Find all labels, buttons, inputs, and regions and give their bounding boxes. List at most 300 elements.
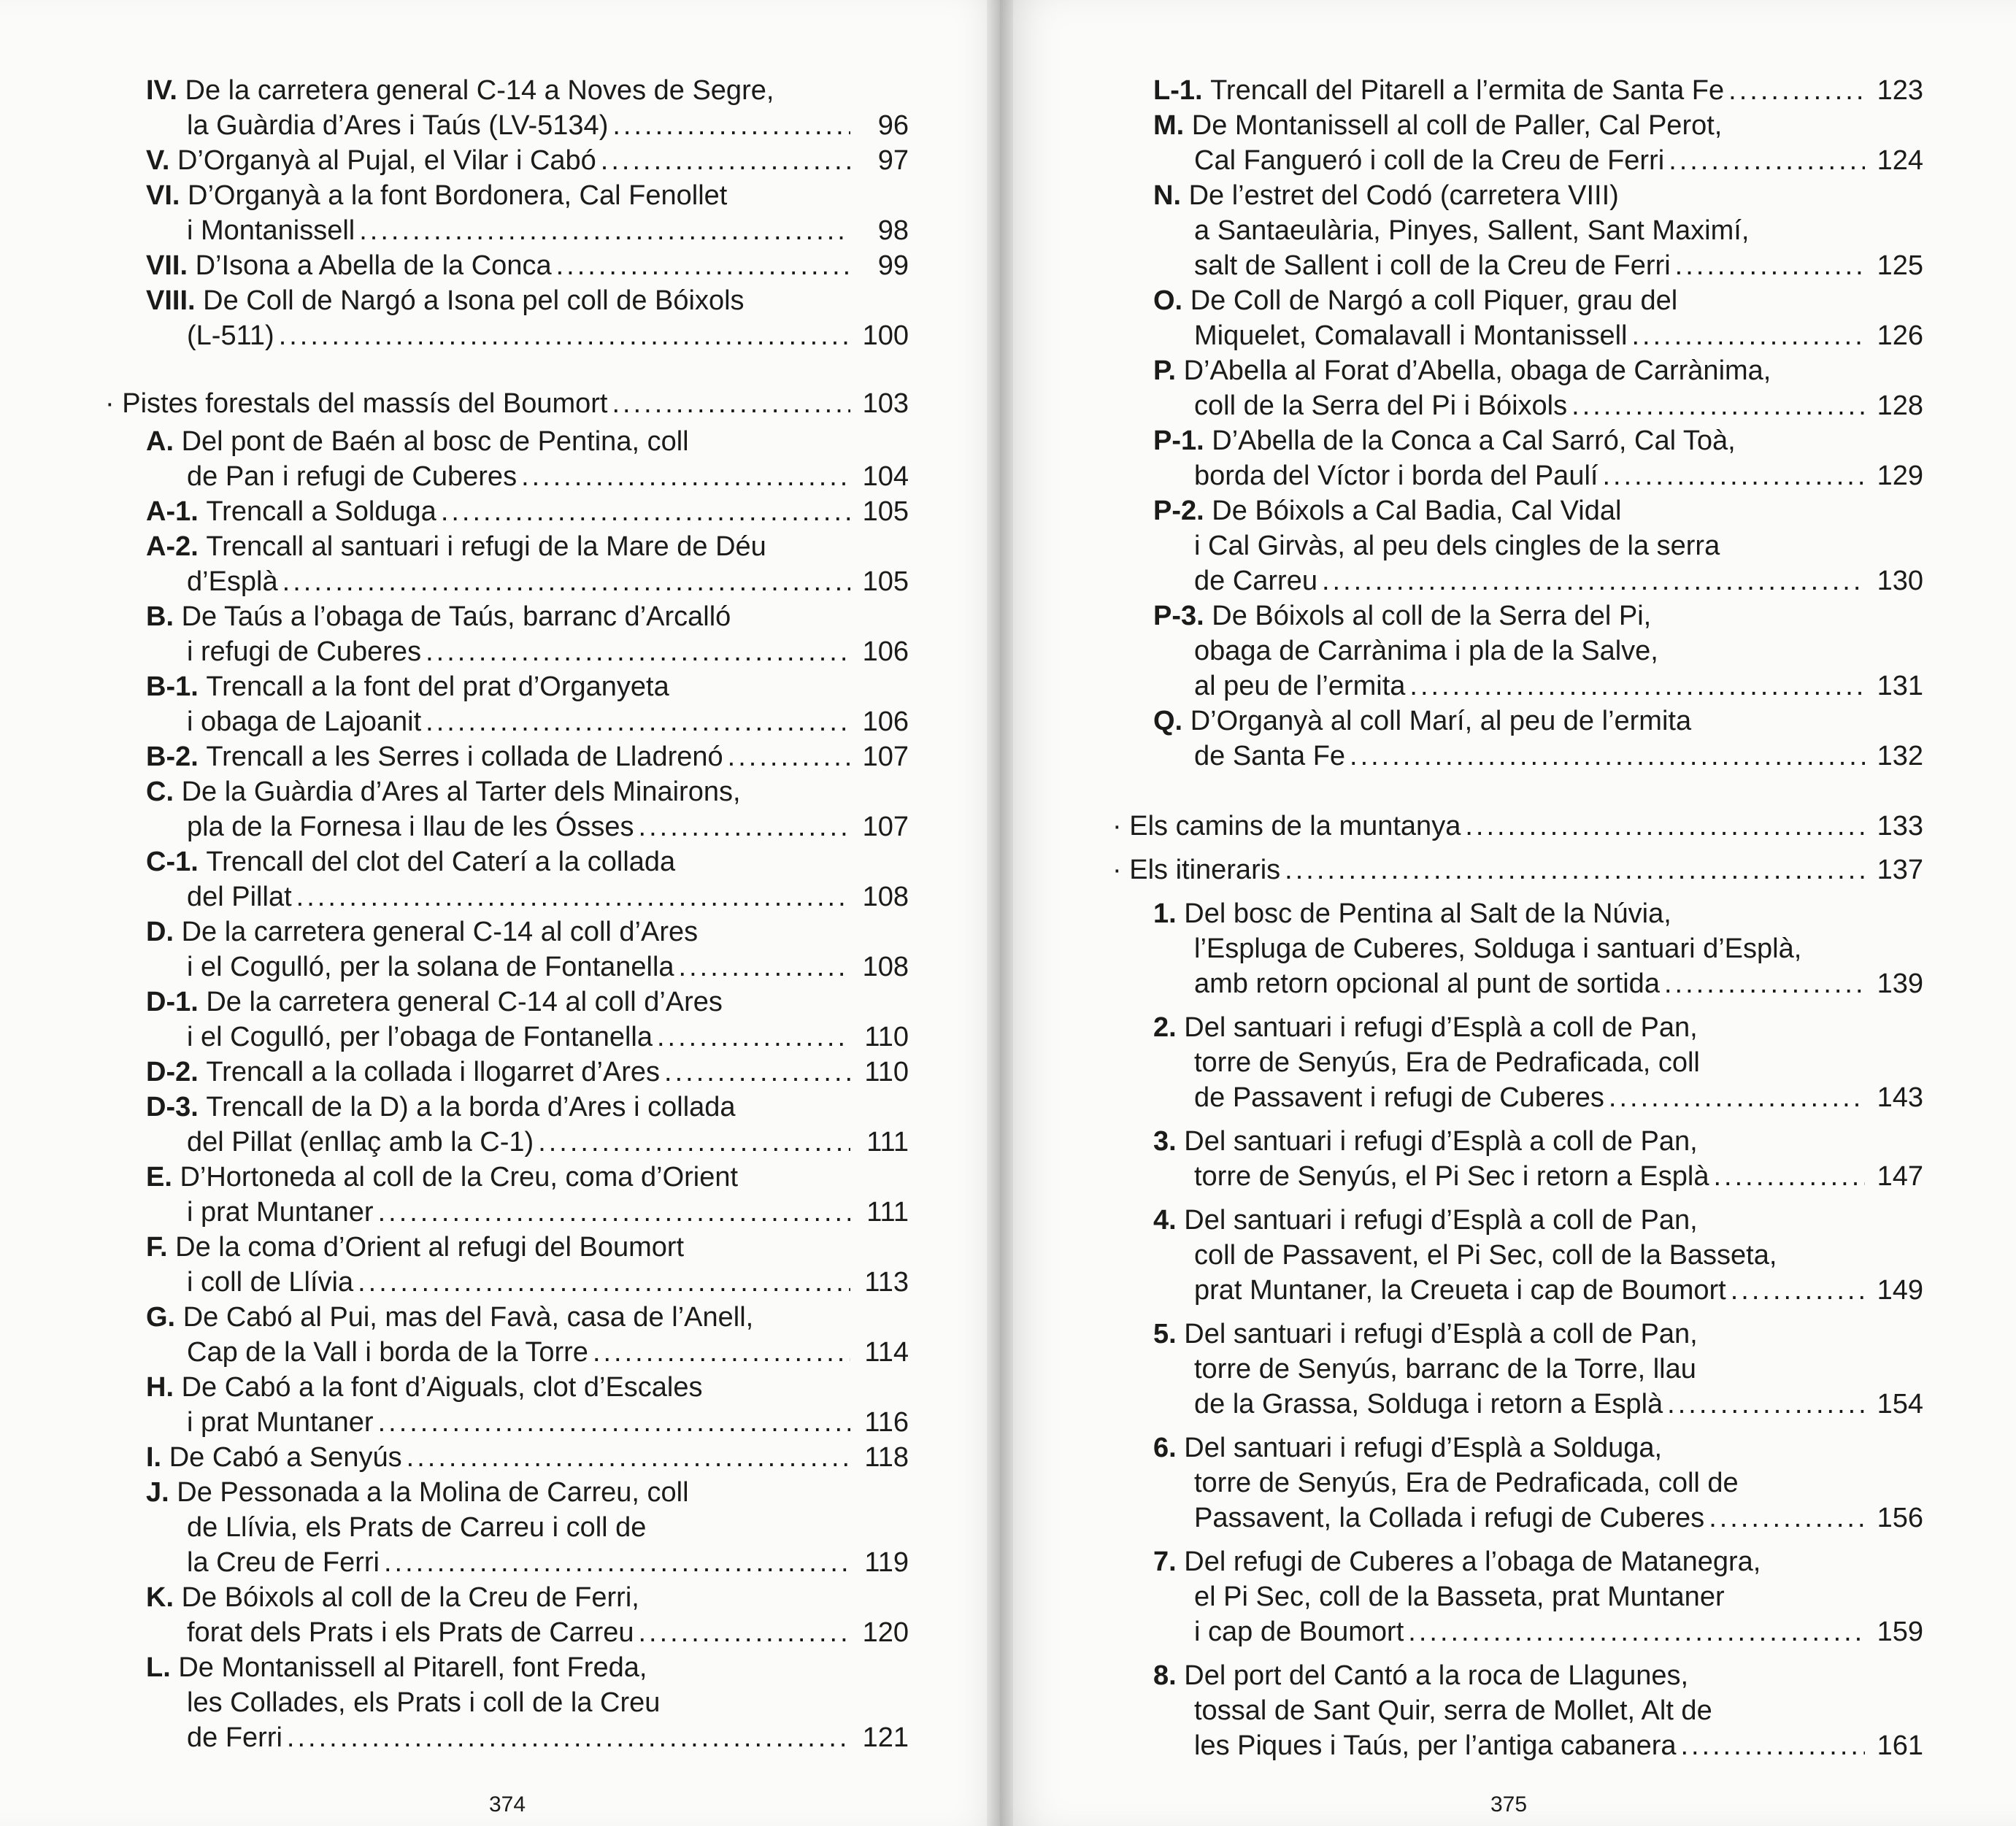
toc-page-number: 108 bbox=[862, 882, 909, 912]
toc-entry-text: del Pillat (enllaç amb la C-1) bbox=[187, 1127, 534, 1157]
toc-entry-label: 2. bbox=[1153, 1012, 1177, 1043]
toc-entry-text: De Taús a l’obaga de Taús, barranc d’Arcalló bbox=[181, 601, 731, 632]
toc-entry-text: Trencall de la D) a la borda d’Ares i collada bbox=[206, 1092, 736, 1122]
toc-entry-text: Del santuari i refugi d’Esplà a coll de Pan, bbox=[1184, 1205, 1698, 1236]
toc-entry-label: D-1. bbox=[146, 987, 199, 1017]
toc-entry-label: 5. bbox=[1153, 1319, 1177, 1349]
toc-entry-text: del Pillat bbox=[187, 882, 292, 912]
toc-page-number: 103 bbox=[862, 388, 909, 419]
toc-entry-line bbox=[146, 1090, 909, 1125]
toc-entry bbox=[1153, 1430, 1923, 1536]
toc-entry bbox=[146, 424, 909, 494]
toc-entry-line bbox=[1153, 598, 1923, 633]
dot-leader bbox=[1602, 458, 1865, 493]
toc-entry-line bbox=[1153, 1238, 1923, 1273]
toc-entry-line bbox=[1153, 704, 1923, 739]
toc-entry-line bbox=[146, 844, 909, 879]
toc-entry bbox=[1153, 108, 1923, 178]
dot-leader bbox=[1675, 248, 1865, 283]
dot-leader bbox=[426, 704, 850, 739]
toc-page-number: 137 bbox=[1877, 855, 1923, 885]
toc-entry-line bbox=[146, 1615, 909, 1650]
toc-page-number: 130 bbox=[1877, 566, 1923, 596]
toc-page-number: 105 bbox=[862, 566, 909, 597]
toc-entry-line bbox=[146, 809, 909, 844]
toc-entry bbox=[1153, 598, 1923, 704]
toc-page-number: 107 bbox=[862, 812, 909, 842]
toc-page-number: 149 bbox=[1877, 1275, 1923, 1306]
dot-leader bbox=[679, 949, 850, 985]
right-page bbox=[1000, 0, 2016, 1826]
toc-entry-line bbox=[1153, 493, 1923, 528]
toc-entry-line bbox=[146, 143, 909, 178]
toc-entry-text: a Santaeulària, Pinyes, Sallent, Sant Maximí, bbox=[1194, 215, 1750, 246]
dot-leader bbox=[1664, 966, 1865, 1001]
toc-entry-line bbox=[1153, 283, 1923, 318]
toc-entry bbox=[146, 1055, 909, 1090]
toc-entry-line bbox=[146, 1160, 909, 1195]
toc-entry-line bbox=[146, 73, 909, 108]
toc-entry-line bbox=[1153, 1728, 1923, 1763]
toc-entry-line bbox=[146, 1580, 909, 1615]
toc-entry-text: De la carretera general C-14 al coll d’Ares bbox=[181, 917, 699, 947]
toc-entry-line bbox=[146, 1720, 909, 1755]
toc-entry bbox=[1153, 1203, 1923, 1308]
toc-entry-line bbox=[1153, 1045, 1923, 1080]
toc-entry-label: 6. bbox=[1153, 1433, 1177, 1463]
toc-entry-line bbox=[1153, 1273, 1923, 1308]
toc-entry-label: O. bbox=[1153, 285, 1183, 316]
toc-entry-text: D’Organyà al coll Marí, al peu de l’ermita bbox=[1190, 706, 1692, 736]
toc-entry-line bbox=[146, 949, 909, 985]
toc-page-number: 133 bbox=[1877, 811, 1923, 841]
toc-entry-text: De Cabó a la font d’Aiguals, clot d’Escales bbox=[181, 1372, 703, 1403]
toc-entry-label: D-2. bbox=[146, 1057, 199, 1087]
toc-entry-line bbox=[146, 1055, 909, 1090]
toc-entry-text: i Montanissell bbox=[187, 215, 355, 246]
toc-entry-label: 1. bbox=[1153, 898, 1177, 929]
dot-leader bbox=[664, 1055, 850, 1090]
toc-entry-text: i obaga de Lajoanit bbox=[187, 706, 422, 737]
toc-entry-label: B-2. bbox=[146, 741, 199, 772]
toc-entry-text: forat dels Prats i els Prats de Carreu bbox=[187, 1617, 634, 1648]
toc-entry-line bbox=[146, 248, 909, 283]
toc-entry-text: salt de Sallent i coll de la Creu de Ferri bbox=[1194, 250, 1671, 281]
toc-entry-text: Trencall del Pitarell a l’ermita de Santa Fe bbox=[1210, 75, 1725, 106]
dot-leader bbox=[612, 108, 850, 143]
dot-leader bbox=[593, 1335, 850, 1370]
toc-page-number: 97 bbox=[877, 145, 909, 176]
toc-entry-label: C-1. bbox=[146, 847, 199, 877]
toc-entry-text: i refugi de Cuberes bbox=[187, 636, 422, 667]
toc-entry bbox=[146, 73, 909, 143]
dot-leader bbox=[1609, 1080, 1865, 1115]
toc-entry bbox=[146, 985, 909, 1055]
toc-entry-text: amb retorn opcional al punt de sortida bbox=[1194, 968, 1660, 999]
toc-entry-text: De la Guàrdia d’Ares al Tarter dels Minairons, bbox=[181, 777, 741, 807]
toc-page-number: 129 bbox=[1877, 461, 1923, 491]
toc-entry-text: i prat Muntaner bbox=[187, 1407, 374, 1438]
toc-entry bbox=[146, 599, 909, 669]
toc-entry-label: D-3. bbox=[146, 1092, 199, 1122]
toc-entry-line bbox=[146, 879, 909, 914]
toc-entry-line bbox=[146, 1125, 909, 1160]
toc-entry-text: De Coll de Nargó a coll Piquer, grau del bbox=[1190, 285, 1678, 316]
dot-leader bbox=[407, 1440, 850, 1475]
toc-entry-text: De la carretera general C-14 al coll d’Ares bbox=[206, 987, 723, 1017]
toc-entry-label: VII. bbox=[146, 250, 188, 281]
toc-entry-text: i prat Muntaner bbox=[187, 1197, 374, 1228]
toc-entry-line bbox=[146, 178, 909, 213]
toc-page-number: 111 bbox=[866, 1127, 909, 1157]
toc-entry-text: De la coma d’Orient al refugi del Boumort bbox=[175, 1232, 685, 1263]
toc-entry-label: A-1. bbox=[146, 496, 199, 527]
toc-entry-text: D’Organyà a la font Bordonera, Cal Fenollet bbox=[188, 180, 728, 211]
toc-entry bbox=[146, 494, 909, 529]
toc-entry-label: B-1. bbox=[146, 671, 199, 702]
toc-entry-text: i cap de Boumort bbox=[1194, 1617, 1404, 1647]
toc-entry-label: K. bbox=[146, 1582, 174, 1613]
toc-entry-label: P-2. bbox=[1153, 496, 1204, 526]
toc-entry bbox=[1153, 1544, 1923, 1649]
toc-entry-line bbox=[146, 599, 909, 634]
toc-entry-label: P-1. bbox=[1153, 425, 1204, 456]
toc-entry-text: Del santuari i refugi d’Esplà a coll de Pan, bbox=[1184, 1012, 1698, 1043]
toc-entry-line bbox=[146, 914, 909, 949]
toc-entry-text: de Llívia, els Prats de Carreu i coll de bbox=[187, 1512, 647, 1543]
dot-leader bbox=[556, 248, 850, 283]
toc-entry bbox=[146, 844, 909, 914]
toc-entry-text: i el Cogulló, per la solana de Fontanella bbox=[187, 952, 674, 982]
toc-entry-line bbox=[1153, 143, 1923, 178]
toc-section bbox=[1112, 852, 1923, 887]
toc-entry-line bbox=[1153, 1203, 1923, 1238]
toc-page-number: 131 bbox=[1877, 671, 1923, 701]
toc-page-number: 108 bbox=[862, 952, 909, 982]
toc-entry bbox=[146, 1650, 909, 1755]
toc-entry-line bbox=[146, 318, 909, 353]
toc-entry bbox=[146, 1300, 909, 1370]
toc-entry-line bbox=[146, 985, 909, 1020]
toc-entry-text: Del santuari i refugi d’Esplà a Solduga, bbox=[1184, 1433, 1663, 1463]
toc-entry-text: D’Isona a Abella de la Conca bbox=[195, 250, 552, 281]
toc-entry-line bbox=[1153, 108, 1923, 143]
toc-page-number: 106 bbox=[862, 636, 909, 667]
toc-entry-line bbox=[1153, 1544, 1923, 1579]
toc-entry-text: Els itineraris bbox=[1129, 855, 1281, 885]
toc-entry-text: coll de Passavent, el Pi Sec, coll de la Basseta, bbox=[1194, 1240, 1777, 1271]
toc-entry-text: obaga de Carrànima i pla de la Salve, bbox=[1194, 636, 1658, 666]
toc-entry bbox=[1153, 1658, 1923, 1763]
toc-entry-label: · bbox=[1112, 811, 1122, 841]
toc-entry-line bbox=[146, 739, 909, 774]
toc-entry-line bbox=[146, 1510, 909, 1545]
toc-page-number: 132 bbox=[1877, 741, 1923, 771]
toc-entry-text: tossal de Sant Quir, serra de Mollet, Alt de bbox=[1194, 1695, 1712, 1726]
toc-entry-line bbox=[1153, 1317, 1923, 1352]
dot-leader bbox=[1350, 739, 1865, 774]
toc-entry-text: torre de Senyús, el Pi Sec i retorn a Esplà bbox=[1194, 1161, 1709, 1192]
toc-entry-text: i coll de Llívia bbox=[187, 1267, 354, 1298]
dot-leader bbox=[1681, 1728, 1866, 1763]
toc-entry-line bbox=[1153, 563, 1923, 598]
toc-page-number: 139 bbox=[1877, 968, 1923, 999]
toc-entry-label: 3. bbox=[1153, 1126, 1177, 1157]
toc-entry-label: L-1. bbox=[1153, 75, 1203, 106]
toc-entry-line bbox=[146, 1335, 909, 1370]
toc-entry-line bbox=[146, 669, 909, 704]
toc-entry-text: el Pi Sec, coll de la Basseta, prat Muntaner bbox=[1194, 1582, 1725, 1612]
toc-page-number: 156 bbox=[1877, 1503, 1923, 1533]
toc-entry-line bbox=[146, 1650, 909, 1685]
toc-entry bbox=[146, 739, 909, 774]
toc-entry-line bbox=[1112, 809, 1923, 844]
toc-page-number: 107 bbox=[862, 741, 909, 772]
left-page bbox=[0, 0, 1000, 1826]
toc-entry-text: la Creu de Ferri bbox=[187, 1547, 380, 1578]
toc-page-number: 120 bbox=[862, 1617, 909, 1648]
toc-entry-text: D’Abella de la Conca a Cal Sarró, Cal Toà, bbox=[1212, 425, 1736, 456]
dot-leader bbox=[1631, 318, 1865, 353]
dot-leader bbox=[287, 1720, 850, 1755]
toc-entry bbox=[1153, 178, 1923, 283]
toc-entry-line bbox=[1153, 1579, 1923, 1614]
toc-page-number: 123 bbox=[1877, 75, 1923, 106]
toc-entry bbox=[146, 178, 909, 248]
toc-entry-text: D’Organyà al Pujal, el Vilar i Cabó bbox=[177, 145, 596, 176]
dot-leader bbox=[728, 739, 850, 774]
toc-entry-text: Del port del Cantó a la roca de Llagunes, bbox=[1184, 1660, 1689, 1691]
toc-entry-line bbox=[1153, 1387, 1923, 1422]
toc-entry-line bbox=[146, 1020, 909, 1055]
toc-entry-line bbox=[1153, 178, 1923, 213]
toc-entry-text: Trencall del clot del Caterí a la collada bbox=[206, 847, 676, 877]
toc-entry-text: torre de Senyús, barranc de la Torre, llau bbox=[1194, 1354, 1696, 1384]
dot-leader bbox=[612, 386, 850, 421]
toc-entry-text: pla de la Fornesa i llau de les Ósses bbox=[187, 812, 634, 842]
toc-list-right bbox=[1112, 73, 1923, 1763]
toc-entry-line bbox=[146, 634, 909, 669]
toc-entry-text: De Cabó a Senyús bbox=[169, 1442, 402, 1473]
toc-list-left bbox=[105, 73, 909, 1755]
toc-entry-label: VI. bbox=[146, 180, 180, 211]
dot-leader bbox=[1465, 809, 1865, 844]
toc-entry-text: al peu de l’ermita bbox=[1194, 671, 1406, 701]
toc-entry-line bbox=[1153, 73, 1923, 108]
toc-entry-line bbox=[146, 494, 909, 529]
toc-entry-line bbox=[1153, 458, 1923, 493]
toc-entry bbox=[146, 1090, 909, 1160]
dot-leader bbox=[378, 1195, 850, 1230]
toc-page-number: 96 bbox=[877, 110, 909, 141]
toc-entry-line bbox=[146, 1195, 909, 1230]
toc-entry-label: 4. bbox=[1153, 1205, 1177, 1236]
toc-entry-text: de Santa Fe bbox=[1194, 741, 1346, 771]
toc-entry bbox=[1153, 1317, 1923, 1422]
toc-entry-line bbox=[146, 774, 909, 809]
toc-entry-label: · bbox=[105, 388, 115, 419]
toc-entry bbox=[146, 669, 909, 739]
toc-page-number: 161 bbox=[1877, 1730, 1923, 1761]
toc-entry-text: coll de la Serra del Pi i Bóixols bbox=[1194, 390, 1568, 421]
toc-entry-text: Trencall a la collada i llogarret d’Ares bbox=[206, 1057, 661, 1087]
dot-leader bbox=[359, 213, 850, 248]
toc-entry-label: A. bbox=[146, 426, 174, 457]
toc-entry-line bbox=[1153, 896, 1923, 931]
dot-leader bbox=[1667, 1387, 1865, 1422]
toc-entry-label: L. bbox=[146, 1652, 171, 1683]
toc-page-number: 113 bbox=[864, 1267, 909, 1298]
dot-leader bbox=[426, 634, 850, 669]
toc-entry-line bbox=[146, 108, 909, 143]
toc-page-number: 111 bbox=[866, 1197, 909, 1228]
toc-page-number: 147 bbox=[1877, 1161, 1923, 1192]
toc-entry-text: De l’estret del Codó (carretera VIII) bbox=[1188, 180, 1619, 211]
toc-entry-text: De Coll de Nargó a Isona pel coll de Bóixols bbox=[203, 285, 745, 316]
toc-entry-text: De Bóixols al coll de la Serra del Pi, bbox=[1212, 601, 1652, 631]
toc-entry-text: borda del Víctor i borda del Paulí bbox=[1194, 461, 1598, 491]
toc-entry-label: V. bbox=[146, 145, 170, 176]
toc-page-number: 99 bbox=[877, 250, 909, 281]
toc-page-number: 118 bbox=[864, 1442, 909, 1473]
toc-page-number: 116 bbox=[864, 1407, 909, 1438]
toc-page-number: 159 bbox=[1877, 1617, 1923, 1647]
toc-entry-text: de Ferri bbox=[187, 1722, 282, 1753]
toc-entry-text: prat Muntaner, la Creueta i cap de Boumort bbox=[1194, 1275, 1726, 1306]
dot-leader bbox=[521, 459, 850, 494]
toc-entry bbox=[1153, 493, 1923, 598]
book-gutter bbox=[987, 0, 1013, 1826]
toc-entry-text: Trencall a les Serres i collada de Lladrenó bbox=[206, 741, 723, 772]
toc-entry-line bbox=[1153, 1159, 1923, 1194]
toc-entry bbox=[1153, 73, 1923, 108]
toc-entry-line bbox=[1153, 1465, 1923, 1501]
toc-entry-label: Q. bbox=[1153, 706, 1183, 736]
toc-entry bbox=[146, 1580, 909, 1650]
toc-entry bbox=[1153, 896, 1923, 1001]
toc-entry-line bbox=[1153, 1352, 1923, 1387]
toc-entry bbox=[146, 143, 909, 178]
toc-entry-text: de la Grassa, Solduga i retorn a Esplà bbox=[1194, 1389, 1663, 1419]
toc-entry-label: N. bbox=[1153, 180, 1181, 211]
toc-entry bbox=[146, 283, 909, 353]
toc-page-number: 143 bbox=[1877, 1082, 1923, 1113]
dot-leader bbox=[1571, 388, 1865, 423]
toc-entry-label: F. bbox=[146, 1232, 168, 1263]
toc-entry bbox=[146, 529, 909, 599]
toc-entry-text: De la carretera general C-14 a Noves de Segre, bbox=[185, 75, 774, 106]
toc-page-number: 121 bbox=[862, 1722, 909, 1753]
dot-leader bbox=[378, 1405, 850, 1440]
toc-entry-text: les Piques i Taús, per l’antiga cabanera bbox=[1194, 1730, 1677, 1761]
dot-leader bbox=[638, 1615, 850, 1650]
toc-entry-line bbox=[146, 1230, 909, 1265]
toc-entry-line bbox=[146, 1475, 909, 1510]
dot-leader bbox=[1713, 1159, 1865, 1194]
toc-entry-text: Trencall al santuari i refugi de la Mare de Déu bbox=[206, 531, 766, 562]
dot-leader bbox=[282, 564, 850, 599]
toc-entry-line bbox=[1153, 1693, 1923, 1728]
dot-leader bbox=[538, 1125, 850, 1160]
toc-page-number: 154 bbox=[1877, 1389, 1923, 1419]
dot-leader bbox=[1731, 1273, 1865, 1308]
toc-entry-line bbox=[146, 459, 909, 494]
toc-entry bbox=[146, 1230, 909, 1300]
dot-leader bbox=[1728, 73, 1865, 108]
toc-entry-text: la Guàrdia d’Ares i Taús (LV-5134) bbox=[187, 110, 609, 141]
toc-entry-line bbox=[1153, 318, 1923, 353]
page-number-right: 375 bbox=[1490, 1792, 1528, 1817]
toc-entry-text: de Carreu bbox=[1194, 566, 1317, 596]
toc-entry-text: torre de Senyús, Era de Pedraficada, coll bbox=[1194, 1047, 1700, 1078]
toc-entry-text: l’Espluga de Cuberes, Solduga i santuari d’Esplà, bbox=[1194, 933, 1802, 964]
toc-entry-text: De Bóixols a Cal Badia, Cal Vidal bbox=[1212, 496, 1622, 526]
toc-entry-label: P-3. bbox=[1153, 601, 1204, 631]
toc-entry-line bbox=[1153, 633, 1923, 669]
toc-page-number: 110 bbox=[864, 1022, 909, 1052]
toc-entry-line bbox=[1153, 1658, 1923, 1693]
toc-entry-text: les Collades, els Prats i coll de la Creu bbox=[187, 1687, 661, 1718]
toc-section bbox=[105, 386, 909, 421]
toc-entry-line bbox=[1153, 1010, 1923, 1045]
toc-entry-label: · bbox=[1112, 855, 1122, 885]
dot-leader bbox=[1285, 852, 1865, 887]
toc-page-number: 124 bbox=[1877, 145, 1923, 176]
toc-entry-text: Els camins de la muntanya bbox=[1129, 811, 1461, 841]
toc-entry-line bbox=[1153, 669, 1923, 704]
toc-entry-line bbox=[146, 1370, 909, 1405]
toc-page-number: 119 bbox=[864, 1547, 909, 1578]
toc-section bbox=[1112, 809, 1923, 844]
toc-entry-line bbox=[146, 1545, 909, 1580]
toc-entry-text: de Pan i refugi de Cuberes bbox=[187, 461, 518, 492]
toc-entry-text: De Cabó al Pui, mas del Favà, casa de l’Anell, bbox=[182, 1302, 754, 1333]
toc-entry-text: Del santuari i refugi d’Esplà a coll de Pan, bbox=[1184, 1126, 1698, 1157]
toc-page-number: 100 bbox=[862, 320, 909, 351]
toc-entry-line bbox=[146, 1685, 909, 1720]
toc-entry-label: 7. bbox=[1153, 1546, 1177, 1577]
toc-entry bbox=[1153, 283, 1923, 353]
toc-entry-line bbox=[1153, 1614, 1923, 1649]
toc-entry-text: Passavent, la Collada i refugi de Cuberes bbox=[1194, 1503, 1705, 1533]
dot-leader bbox=[601, 143, 850, 178]
toc-entry-text: Del bosc de Pentina al Salt de la Núvia, bbox=[1184, 898, 1671, 929]
toc-entry-line bbox=[1153, 1124, 1923, 1159]
toc-entry-line bbox=[1153, 1080, 1923, 1115]
toc-entry-line bbox=[146, 283, 909, 318]
toc-entry-label: H. bbox=[146, 1372, 174, 1403]
toc-entry-line bbox=[146, 213, 909, 248]
toc-entry-text: de Passavent i refugi de Cuberes bbox=[1194, 1082, 1604, 1113]
toc-entry-label: J. bbox=[146, 1477, 169, 1508]
toc-entry-text: i Cal Girvàs, al peu dels cingles de la serra bbox=[1194, 531, 1720, 561]
page-number-left: 374 bbox=[489, 1792, 526, 1817]
toc-entry-text: Del pont de Baén al bosc de Pentina, coll bbox=[181, 426, 689, 457]
dot-leader bbox=[639, 809, 850, 844]
toc-entry-text: Del refugi de Cuberes a l’obaga de Matanegra, bbox=[1184, 1546, 1761, 1577]
toc-entry-line bbox=[146, 1300, 909, 1335]
toc-page-number: 126 bbox=[1877, 320, 1923, 351]
toc-entry-line bbox=[146, 564, 909, 599]
toc-entry-label: M. bbox=[1153, 110, 1185, 141]
dot-leader bbox=[1409, 669, 1865, 704]
toc-page-number: 114 bbox=[864, 1337, 909, 1368]
toc-entry bbox=[1153, 1010, 1923, 1115]
toc-page-number: 125 bbox=[1877, 250, 1923, 281]
toc-entry-text: Pistes forestals del massís del Boumort bbox=[122, 388, 608, 419]
toc-entry-line bbox=[1153, 213, 1923, 248]
toc-entry-text: Trencall a Solduga bbox=[206, 496, 436, 527]
